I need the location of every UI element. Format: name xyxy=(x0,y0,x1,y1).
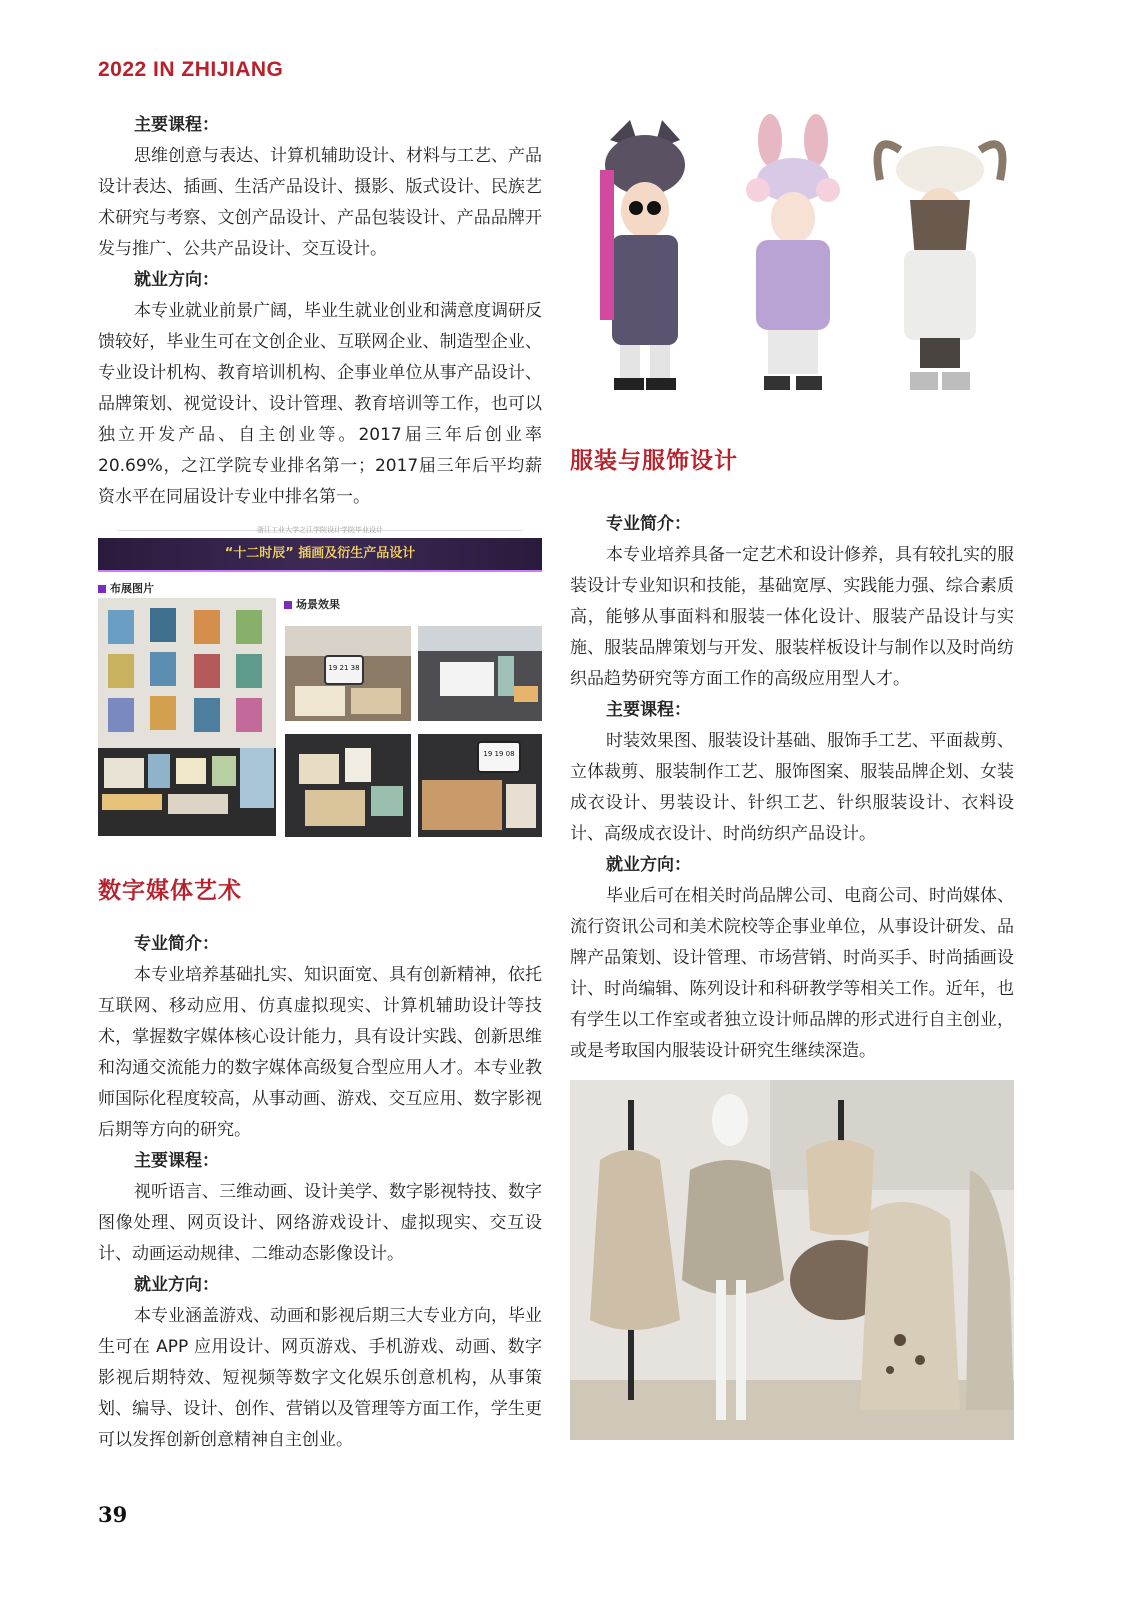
dm-intro-label: 专业简介： xyxy=(134,934,219,954)
fashion-career-text: 毕业后可在相关时尚品牌公司、电商公司、时尚媒体、流行资讯公司和美术院校等企事业单位，从事设计研发、品牌产品策划、设计管理、市场营销、时尚买手、时尚插画设计、时尚编辑、陈列设计和科研教学等相关工作。近年，也有学生以工作室或者独立设计师品牌的形式进行自主创业，或是考取国内服装设计研究生继续深造。 xyxy=(570,886,1014,1061)
dm-courses-text: 视听语言、三维动画、设计美学、数字影视特技、数字图像处理、网页设计、网络游戏设计、虚拟现实、交互设计、动画运动规律、二维动态影像设计。 xyxy=(98,1182,542,1264)
poster-top-text: 浙江工业大学之江学院设计学院毕业设计 xyxy=(257,526,383,534)
fashion-title: 服装与服饰设计 xyxy=(570,448,738,474)
fashion-courses-text: 时装效果图、服装设计基础、服饰手工艺、平面裁剪、立体裁剪、服装制作工艺、服饰图案、服装品牌企划、女装成衣设计、男装设计、针织工艺、针织服装设计、衣料设计、高级成衣设计、时尚纺织产品设计。 xyxy=(570,731,1014,844)
digital-media-section xyxy=(98,872,542,1456)
clock-display-2: 19 19 08 xyxy=(483,750,515,758)
poster-banner: “十二时辰” 插画及衍生产品设计 xyxy=(98,538,542,572)
exhibition-poster-figure xyxy=(98,522,542,840)
fashion-career-label: 就业方向： xyxy=(606,855,691,875)
product-courses-text: 思维创意与表达、计算机辅助设计、材料与工艺、产品设计表达、插画、生活产品设计、摄影、版式设计、民族艺术研究与考察、文创产品设计、产品包装设计、产品品牌开发与推广、公共产品设计、交互设计。 xyxy=(98,146,542,259)
digital-media-title: 数字媒体艺术 xyxy=(98,878,242,904)
product-career-text: 本专业就业前景广阔，毕业生就业创业和满意度调研反馈较好，毕业生可在文创企业、互联网企业、制造型企业、专业设计机构、教育培训机构、企事业单位从事产品设计、品牌策划、视觉设计、设计管理、教育培训等工作，也可以独立开发产品、自主创业等。2017届三年后创业率 20.69%，之江学院专业排名第一；2017届三年后平均薪资水平在同届设计专业中排名第一。 xyxy=(98,301,542,507)
poster-label-layout: 布展图片 xyxy=(98,580,154,596)
product-career-label: 就业方向： xyxy=(134,270,219,290)
fashion-intro-text: 本专业培养具备一定艺术和设计修养，具有较扎实的服装设计专业知识和技能，基础宽厚、实践能力强、综合素质高，能够从事面料和服装一体化设计、服装产品设计与实施、服装品牌策划与开发、服装样板设计与制作以及时尚纺织品趋势研究等方面工作的高级应用型人才。 xyxy=(570,545,1014,689)
fashion-intro-label: 专业简介： xyxy=(606,514,691,534)
dm-courses-label: 主要课程： xyxy=(134,1151,219,1171)
dm-career-text: 本专业涵盖游戏、动画和影视后期三大专业方向，毕业生可在 APP 应用设计、网页游戏、手机游戏、动画、数字影视后期特效、短视频等数字文化娱乐创意机构，从事策划、编导、设计、创作、营销以及管理等方面工作，学生更可以发挥创新创意精神自主创业。 xyxy=(98,1306,542,1450)
running-header: 2022 IN ZHIJIANG xyxy=(98,58,284,81)
garment-exhibition-photo xyxy=(570,1080,1014,1440)
fashion-courses-label: 主要课程： xyxy=(606,700,691,720)
scene-photo-2 xyxy=(418,626,542,721)
left-column-top xyxy=(98,110,542,513)
exhibition-wall-photo xyxy=(98,598,276,836)
dm-intro-text: 本专业培养基础扎实、知识面宽、具有创新精神，依托互联网、移动应用、仿真虚拟现实、计算机辅助设计等技术，掌握数字媒体核心设计能力，具有设计实践、创新思维和沟通交流能力的数字媒体高级复合型应用人才。本专业教师国际化程度较高，从事动画、游戏、交互应用、数字影视后期等方向的研究。 xyxy=(98,965,542,1140)
scene-photo-4 xyxy=(418,734,542,837)
poster-label-scene: 场景效果 xyxy=(284,596,340,612)
dm-career-label: 就业方向： xyxy=(134,1275,219,1295)
character-illustration-figure xyxy=(570,110,1014,410)
scene-photo-3 xyxy=(285,734,411,837)
page-number: 39 xyxy=(98,1502,128,1527)
clock-display-1: 19 21 38 xyxy=(328,664,360,672)
scene-photo-1 xyxy=(285,626,411,721)
fashion-section xyxy=(570,442,1014,1067)
product-courses-label: 主要课程： xyxy=(134,115,219,135)
